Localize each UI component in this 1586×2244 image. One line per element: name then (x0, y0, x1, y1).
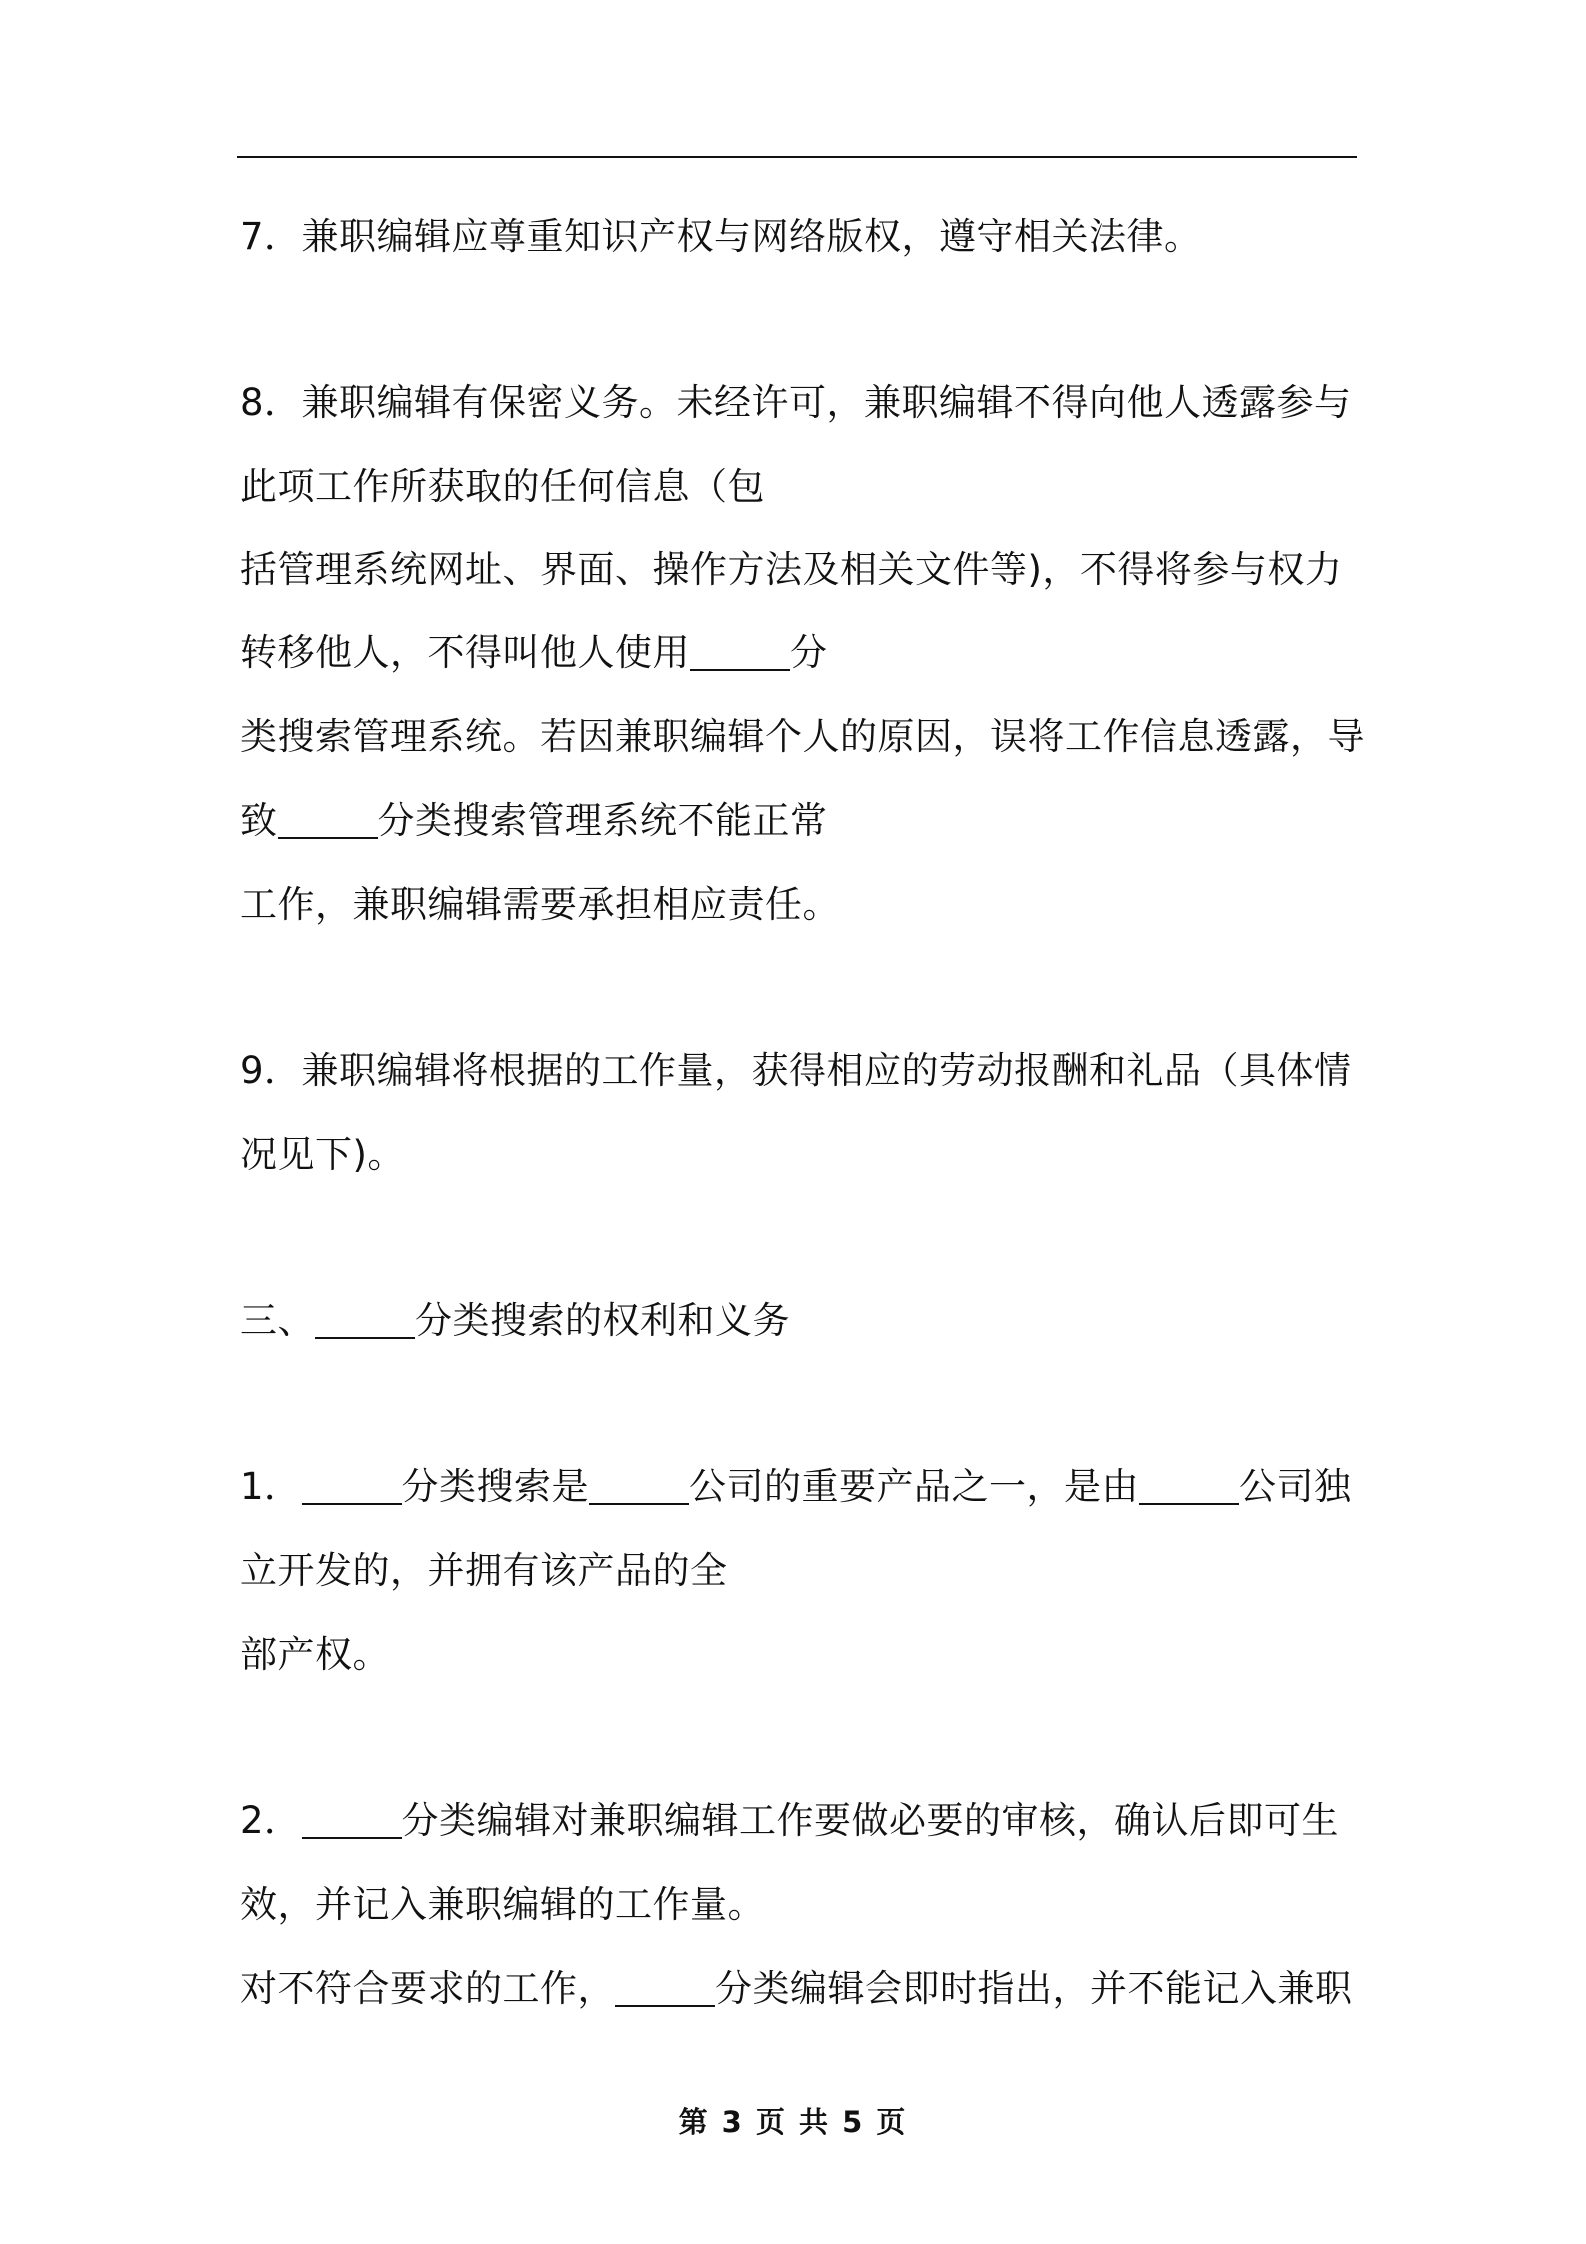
fill-in-blank (690, 629, 790, 671)
text-line (240, 1462, 1352, 1512)
text-line (240, 628, 828, 678)
line-text: 分类搜索管理系统不能正常 (377, 799, 828, 842)
line-text: 转移他人，不得叫他人使用 (240, 631, 690, 674)
fill-in-blank (1139, 1463, 1239, 1505)
text-line (240, 545, 1342, 595)
text-line (240, 1130, 405, 1180)
line-text: 致 (240, 799, 278, 842)
line-text: 分类编辑会即时指出，并不能记入兼职 (715, 1967, 1353, 2010)
text-line (240, 1880, 765, 1930)
line-text: 效，并记入兼职编辑的工作量。 (240, 1883, 765, 1926)
fill-in-blank (302, 1797, 402, 1839)
text-line (240, 378, 1352, 428)
page-number: 第 3 页 共 5 页 (678, 2105, 908, 2139)
line-text: 类搜索管理系统。若因兼职编辑个人的原因，误将工作信息透露，导 (240, 715, 1365, 758)
fill-in-blank (615, 1965, 715, 2007)
line-text: 7．兼职编辑应尊重知识产权与网络版权，遵守相关法律。 (240, 215, 1202, 258)
line-text: 部产权。 (240, 1633, 390, 1676)
line-text: 况见下)。 (240, 1133, 405, 1176)
text-line (240, 880, 840, 930)
text-line (240, 1796, 1339, 1846)
fill-in-blank (589, 1463, 689, 1505)
text-line (240, 1630, 390, 1680)
text-line (240, 212, 1202, 262)
text-line (240, 1546, 728, 1596)
line-text: 对不符合要求的工作， (240, 1967, 615, 2010)
line-text: 三、 (240, 1299, 315, 1342)
line-text: 2． (240, 1799, 302, 1842)
header-divider (237, 156, 1357, 158)
fill-in-blank (302, 1463, 402, 1505)
line-text: 工作，兼职编辑需要承担相应责任。 (240, 883, 840, 926)
line-text: 此项工作所获取的任何信息（包 (240, 465, 765, 508)
fill-in-blank (315, 1297, 415, 1339)
line-text: 8．兼职编辑有保密义务。未经许可，兼职编辑不得向他人透露参与 (240, 381, 1352, 424)
section-heading (240, 1296, 790, 1346)
text-line (240, 462, 765, 512)
line-text: 括管理系统网址、界面、操作方法及相关文件等)，不得将参与权力 (240, 548, 1343, 591)
line-text: 分类搜索是 (401, 1465, 590, 1508)
line-text: 1． (240, 1465, 302, 1508)
line-text: 公司的重要产品之一，是由 (689, 1465, 1140, 1508)
line-text: 分类编辑对兼职编辑工作要做必要的审核，确认后即可生 (401, 1799, 1340, 1842)
line-text: 分 (790, 631, 828, 674)
text-line (240, 1964, 1353, 2014)
text-line (240, 1046, 1352, 1096)
text-line (240, 796, 828, 846)
line-text: 分类搜索的权利和义务 (415, 1299, 790, 1342)
fill-in-blank (278, 797, 378, 839)
line-text: 立开发的，并拥有该产品的全 (240, 1549, 728, 1592)
line-text: 公司独 (1239, 1465, 1352, 1508)
text-line (240, 712, 1365, 762)
line-text: 9．兼职编辑将根据的工作量，获得相应的劳动报酬和礼品（具体情 (240, 1049, 1352, 1092)
